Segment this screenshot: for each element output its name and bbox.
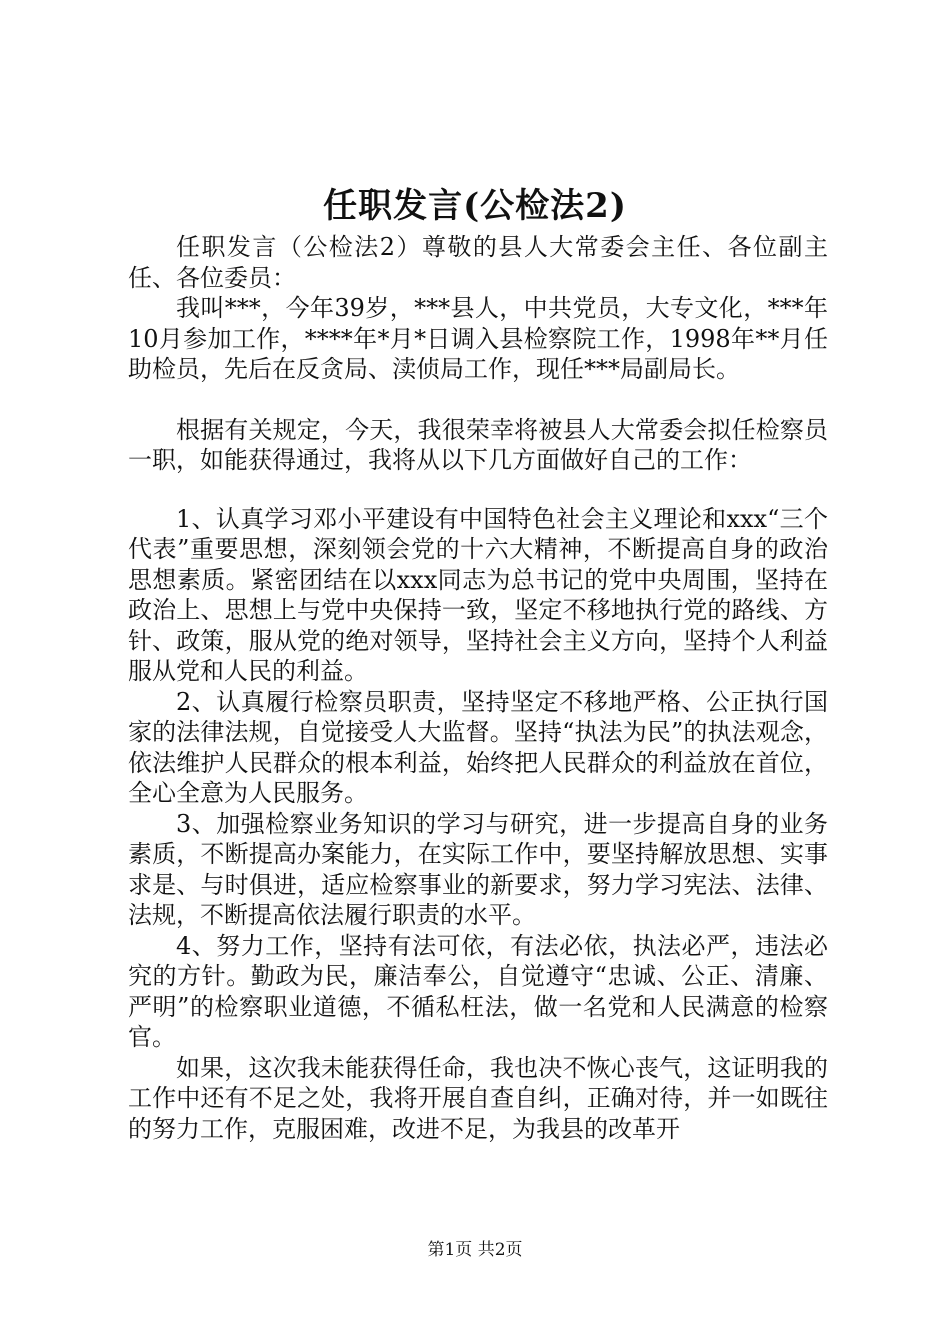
document-body — [128, 232, 828, 1144]
page-number-footer: 第1页 共2页 — [427, 1240, 523, 1260]
document-title: 任职发言(公检法2) — [323, 186, 627, 226]
point-1-paragraph: 1、认真学习邓小平建设有中国特色社会主义理论和xxx“三个代表”重要思想，深刻领会党的十六大精神，不断提高自身的政治思想素质。紧密团结在以xxx同志为总书记的党中央周围，坚持在政治上、思想上与党中央保持一致，坚定不移地执行党的路线、方针、政策，服从党的绝对领导，坚持社会主义方向，坚持个人利益服从党和人民的利益。 — [128, 504, 828, 685]
closing-paragraph: 如果，这次我未能获得任命，我也决不恢心丧气，这证明我的工作中还有不足之处，我将开展自查自纠，正确对待，并一如既往的努力工作，克服困难，改进不足，为我县的改革开 — [128, 1053, 828, 1143]
point-3-paragraph: 3、加强检察业务知识的学习与研究，进一步提高自身的业务素质，不断提高办案能力，在实际工作中，要坚持解放思想、实事求是、与时俱进，适应检察事业的新要求，努力学习宪法、法律、法规，不断提高依法履行职责的水平。 — [128, 809, 828, 929]
intro-commitment-paragraph: 根据有关规定，今天，我很荣幸将被县人大常委会拟任检察员一职，如能获得通过，我将从以下几方面做好自己的工作： — [128, 415, 828, 474]
point-4-paragraph: 4、努力工作，坚持有法可依，有法必依，执法必严，违法必究的方针。勤政为民，廉洁奉公，自觉遵守“忠诚、公正、清廉、严明”的检察职业道德，不循私枉法，做一名党和人民满意的检察官。 — [128, 931, 828, 1051]
self-introduction-paragraph: 我叫***，今年39岁，***县人，中共党员，大专文化，***年10月参加工作，****年*月*日调入县检察院工作，1998年**月任助检员，先后在反贪局、渎侦局工作，现任***局副局长。 — [128, 294, 828, 383]
salutation-paragraph: 任职发言（公检法2）尊敬的县人大常委会主任、各位副主任、各位委员： — [128, 233, 828, 292]
point-2-paragraph: 2、认真履行检察员职责，坚持坚定不移地严格、公正执行国家的法律法规，自觉接受人大监督。坚持“执法为民”的执法观念，依法维护人民群众的根本利益，始终把人民群众的利益放在首位，全心全意为人民服务。 — [128, 687, 828, 807]
